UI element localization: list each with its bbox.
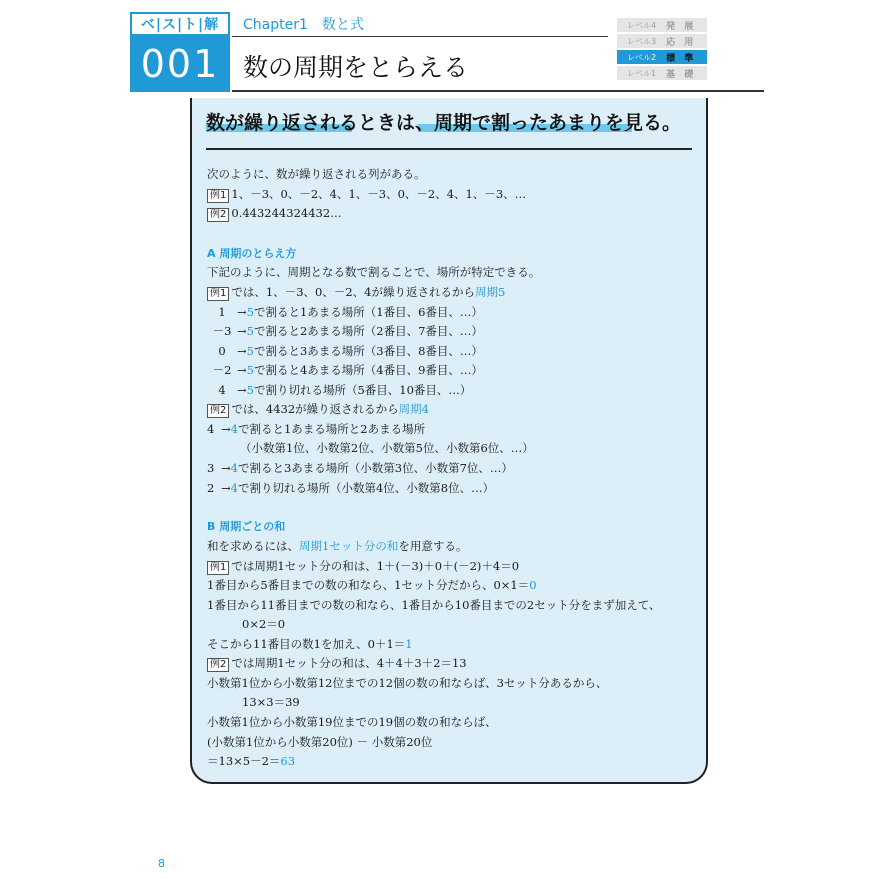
page-title: 数の周期をとらえる xyxy=(243,53,469,82)
divider xyxy=(232,36,608,37)
text-line: (小数第1位から小数第20位) － 小数第20位 xyxy=(207,735,433,749)
list-item: 0 →5で割ると3あまる場所（3番目、8番目、…） xyxy=(218,344,483,358)
level-4: レベル4 発 展 xyxy=(617,18,707,32)
divider xyxy=(232,90,764,92)
section-number: 001 xyxy=(130,36,230,92)
text-line: 小数第1位から小数第12位までの12個の数の和ならば、3セット分あるから、 xyxy=(207,676,608,690)
list-item: 2 →4で割り切れる場所（小数第4位、小数第8位、…） xyxy=(207,481,495,495)
chapter-label: Chapter1 数と式 xyxy=(243,17,364,33)
section-a-example-2: 例2 では、4432が繰り返されるから周期4 xyxy=(207,401,429,418)
section-b-example-1: 例1 では周期1セット分の和は、1＋(－3)＋0＋(－2)＋4＝0 xyxy=(207,558,519,575)
intro-text: 次のように、数が繰り返される列がある。 xyxy=(207,167,426,181)
key-point-headline: 数が繰り返されるときは、周期で割ったあまりを見る。 xyxy=(206,112,682,134)
section-b-intro: 和を求めるには、周期1セット分の和を用意する。 xyxy=(207,539,468,553)
list-item: 4 →5で割り切れる場所（5番目、10番目、…） xyxy=(218,383,472,397)
list-item: －2 →5で割ると4あまる場所（4番目、9番目、…） xyxy=(212,363,483,377)
section-a-example-1: 例1 では、1、－3、0、－2、4が繰り返されるから周期5 xyxy=(207,284,505,301)
text-line: ＝13×5－2＝63 xyxy=(207,754,296,768)
list-item: （小数第1位、小数第2位、小数第5位、小数第6位、…） xyxy=(240,441,534,455)
page-number: 8 xyxy=(158,857,165,870)
divider xyxy=(206,148,692,150)
level-1: レベル1 基 礎 xyxy=(617,66,707,80)
section-b-example-2: 例2 では周期1セット分の和は、4＋4＋3＋2＝13 xyxy=(207,655,467,672)
text-line: 1番目から5番目までの数の和なら、1セット分だから、0×1＝0 xyxy=(207,578,537,592)
list-item: 1 →5で割ると1あまる場所（1番目、6番目、…） xyxy=(218,305,483,319)
example-1: 例1 1、－3、0、－2、4、1、－3、0、－2、4、1、－3、… xyxy=(207,186,526,203)
section-a-heading: A 周期のとらえ方 xyxy=(207,247,297,260)
level-3: レベル3 応 用 xyxy=(617,34,707,48)
list-item: 4 →4で割ると1あまる場所と2あまる場所 xyxy=(207,422,426,436)
level-indicator xyxy=(617,18,707,82)
text-line: 0×2＝0 xyxy=(242,617,286,631)
text-line: 13×3＝39 xyxy=(242,695,300,709)
series-tag: ベ|ス|ト|解 xyxy=(130,12,230,36)
list-item: 3 →4で割ると3あまる場所（小数第3位、小数第7位、…） xyxy=(207,461,513,475)
list-item: －3 →5で割ると2あまる場所（2番目、7番目、…） xyxy=(212,324,483,338)
text-line: 1番目から11番目までの数の和なら、1番目から10番目までの2セット分をまず加えて、 xyxy=(207,598,661,612)
section-b-heading: B 周期ごとの和 xyxy=(207,520,286,533)
level-2-active: レベル2 標 準 xyxy=(617,50,707,64)
section-a-desc: 下記のように、周期となる数で割ることで、場所が特定できる。 xyxy=(207,265,541,279)
example-2: 例2 0.443244324432… xyxy=(207,206,342,222)
text-line: 小数第1位から小数第19位までの19個の数の和ならば、 xyxy=(207,715,497,729)
text-line: そこから11番目の数1を加え、0＋1＝1 xyxy=(207,637,413,651)
